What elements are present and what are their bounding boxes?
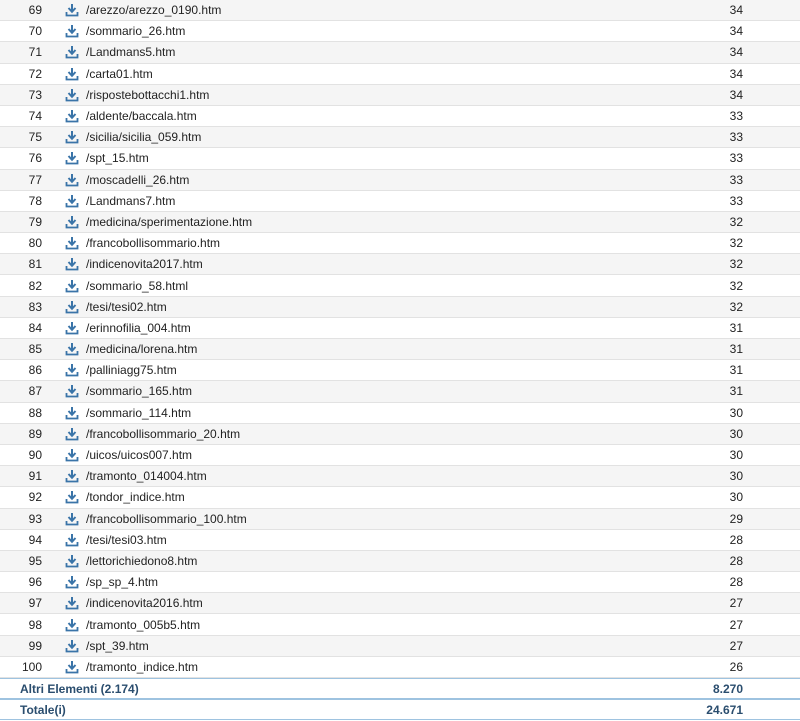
row-count: 34	[729, 3, 743, 18]
total-label: Totale(i)	[20, 702, 66, 717]
row-rank: 90	[28, 448, 42, 463]
row-count: 31	[729, 384, 743, 399]
table-row	[0, 360, 800, 381]
row-rank: 100	[21, 659, 42, 674]
row-count: 32	[729, 214, 743, 229]
table-row	[0, 572, 800, 593]
download-icon[interactable]	[64, 617, 80, 633]
row-path: /tramonto_indice.htm	[86, 659, 199, 674]
row-path: /sommario_26.htm	[86, 24, 186, 39]
table-row	[0, 106, 800, 127]
row-path: /rispostebottacchi1.htm	[86, 87, 210, 102]
table-row	[0, 85, 800, 106]
download-icon[interactable]	[64, 108, 80, 124]
table-row	[0, 445, 800, 466]
row-path: /sicilia/sicilia_059.htm	[86, 130, 202, 145]
row-path: /francobollisommario_20.htm	[86, 426, 241, 441]
row-count: 33	[729, 109, 743, 124]
row-path: /carta01.htm	[86, 66, 153, 81]
row-path: /sommario_114.htm	[86, 405, 192, 420]
row-rank: 80	[28, 236, 42, 251]
row-path: /aldente/baccala.htm	[86, 109, 197, 124]
table-row	[0, 657, 800, 678]
row-path: /tondor_indice.htm	[86, 490, 185, 505]
row-rank: 91	[28, 469, 42, 484]
row-count: 33	[729, 193, 743, 208]
row-path: /sommario_58.html	[86, 278, 189, 293]
table-row	[0, 636, 800, 657]
row-count: 30	[729, 405, 743, 420]
row-path: /tesi/tesi03.htm	[86, 532, 167, 547]
row-count: 28	[729, 553, 743, 568]
row-path: /spt_15.htm	[86, 151, 149, 166]
table-row	[0, 64, 800, 85]
row-rank: 87	[28, 384, 42, 399]
row-rank: 70	[28, 24, 42, 39]
row-count: 31	[729, 342, 743, 357]
table-row	[0, 339, 800, 360]
download-icon[interactable]	[64, 2, 80, 18]
row-rank: 82	[28, 278, 42, 293]
row-count: 32	[729, 257, 743, 272]
row-count: 28	[729, 532, 743, 547]
download-icon[interactable]	[64, 426, 80, 442]
row-count: 33	[729, 151, 743, 166]
download-icon[interactable]	[64, 66, 80, 82]
download-icon[interactable]	[64, 278, 80, 294]
table-row	[0, 403, 800, 424]
row-count: 34	[729, 87, 743, 102]
total-row	[0, 699, 800, 720]
row-path: /indicenovita2016.htm	[86, 596, 203, 611]
row-path: /palliniagg75.htm	[86, 363, 177, 378]
row-count: 32	[729, 236, 743, 251]
download-icon[interactable]	[64, 44, 80, 60]
row-rank: 97	[28, 596, 42, 611]
table-row	[0, 148, 800, 169]
table-row	[0, 509, 800, 530]
table-row	[0, 42, 800, 63]
download-icon[interactable]	[64, 129, 80, 145]
table-row	[0, 21, 800, 42]
table-row	[0, 466, 800, 487]
download-icon[interactable]	[64, 383, 80, 399]
table-row	[0, 170, 800, 191]
download-icon[interactable]	[64, 362, 80, 378]
row-rank: 77	[28, 172, 42, 187]
row-rank: 75	[28, 130, 42, 145]
row-path: /medicina/lorena.htm	[86, 342, 198, 357]
row-rank: 84	[28, 320, 42, 335]
table-row	[0, 233, 800, 254]
row-rank: 95	[28, 553, 42, 568]
table-row	[0, 593, 800, 614]
table-row	[0, 127, 800, 148]
download-icon[interactable]	[64, 299, 80, 315]
row-rank: 71	[28, 45, 42, 60]
row-count: 34	[729, 45, 743, 60]
row-path: /sommario_165.htm	[86, 384, 193, 399]
download-icon[interactable]	[64, 256, 80, 272]
table-row	[0, 297, 800, 318]
row-rank: 88	[28, 405, 42, 420]
download-icon[interactable]	[64, 193, 80, 209]
table-row	[0, 424, 800, 445]
row-rank: 78	[28, 193, 42, 208]
download-icon[interactable]	[64, 468, 80, 484]
row-rank: 72	[28, 66, 42, 81]
row-rank: 89	[28, 426, 42, 441]
row-count: 30	[729, 448, 743, 463]
row-path: /sp_sp_4.htm	[86, 575, 159, 590]
download-icon[interactable]	[64, 638, 80, 654]
row-rank: 69	[28, 3, 42, 18]
table-row	[0, 275, 800, 296]
row-rank: 83	[28, 299, 42, 314]
table-row	[0, 191, 800, 212]
row-count: 34	[729, 66, 743, 81]
download-icon[interactable]	[64, 320, 80, 336]
row-path: /uicos/uicos007.htm	[86, 448, 193, 463]
row-path: /tesi/tesi02.htm	[86, 299, 167, 314]
row-path: /indicenovita2017.htm	[86, 257, 203, 272]
row-path: /medicina/sperimentazione.htm	[86, 214, 253, 229]
other-elements-row	[0, 678, 800, 699]
row-count: 32	[729, 299, 743, 314]
row-rank: 98	[28, 617, 42, 632]
row-path: /Landmans7.htm	[86, 193, 176, 208]
table-row	[0, 212, 800, 233]
row-rank: 93	[28, 511, 42, 526]
other-elements-label: Altri Elementi (2.174)	[20, 681, 139, 696]
download-icon[interactable]	[64, 574, 80, 590]
row-count: 31	[729, 363, 743, 378]
download-icon[interactable]	[64, 235, 80, 251]
download-icon[interactable]	[64, 405, 80, 421]
row-path: /francobollisommario_100.htm	[86, 511, 247, 526]
download-icon[interactable]	[64, 659, 80, 675]
row-rank: 96	[28, 575, 42, 590]
row-path: /francobollisommario.htm	[86, 236, 221, 251]
table-row	[0, 530, 800, 551]
row-count: 27	[729, 617, 743, 632]
download-icon[interactable]	[64, 87, 80, 103]
row-rank: 85	[28, 342, 42, 357]
row-rank: 86	[28, 363, 42, 378]
row-count: 31	[729, 320, 743, 335]
row-path: /moscadelli_26.htm	[86, 172, 190, 187]
row-path: /tramonto_014004.htm	[86, 469, 207, 484]
table-row	[0, 254, 800, 275]
row-rank: 76	[28, 151, 42, 166]
row-count: 30	[729, 426, 743, 441]
row-count: 26	[729, 659, 743, 674]
download-icon[interactable]	[64, 341, 80, 357]
download-icon[interactable]	[64, 532, 80, 548]
row-rank: 74	[28, 109, 42, 124]
row-path: /lettorichiedono8.htm	[86, 553, 198, 568]
row-path: /tramonto_005b5.htm	[86, 617, 201, 632]
row-path: /arezzo/arezzo_0190.htm	[86, 3, 222, 18]
table-row	[0, 0, 800, 21]
row-count: 33	[729, 130, 743, 145]
download-icon[interactable]	[64, 23, 80, 39]
row-count: 29	[729, 511, 743, 526]
row-count: 30	[729, 469, 743, 484]
row-count: 33	[729, 172, 743, 187]
row-count: 32	[729, 278, 743, 293]
row-path: /spt_39.htm	[86, 638, 149, 653]
download-icon[interactable]	[64, 595, 80, 611]
row-rank: 94	[28, 532, 42, 547]
other-elements-value: 8.270	[712, 681, 743, 696]
row-path: /Landmans5.htm	[86, 45, 176, 60]
table-row	[0, 318, 800, 339]
row-count: 28	[729, 575, 743, 590]
table-row	[0, 551, 800, 572]
table-row	[0, 614, 800, 635]
table-row	[0, 487, 800, 508]
row-count: 34	[729, 24, 743, 39]
row-count: 27	[729, 596, 743, 611]
row-rank: 73	[28, 87, 42, 102]
download-icon[interactable]	[64, 150, 80, 166]
download-icon[interactable]	[64, 553, 80, 569]
row-rank: 99	[28, 638, 42, 653]
total-value: 24.671	[706, 702, 743, 717]
row-rank: 79	[28, 214, 42, 229]
download-icon[interactable]	[64, 489, 80, 505]
download-icon[interactable]	[64, 511, 80, 527]
download-icon[interactable]	[64, 447, 80, 463]
table-row	[0, 381, 800, 402]
row-rank: 81	[28, 257, 42, 272]
row-count: 27	[729, 638, 743, 653]
row-path: /erinnofilia_004.htm	[86, 320, 191, 335]
download-icon[interactable]	[64, 172, 80, 188]
download-icon[interactable]	[64, 214, 80, 230]
row-rank: 92	[28, 490, 42, 505]
row-count: 30	[729, 490, 743, 505]
